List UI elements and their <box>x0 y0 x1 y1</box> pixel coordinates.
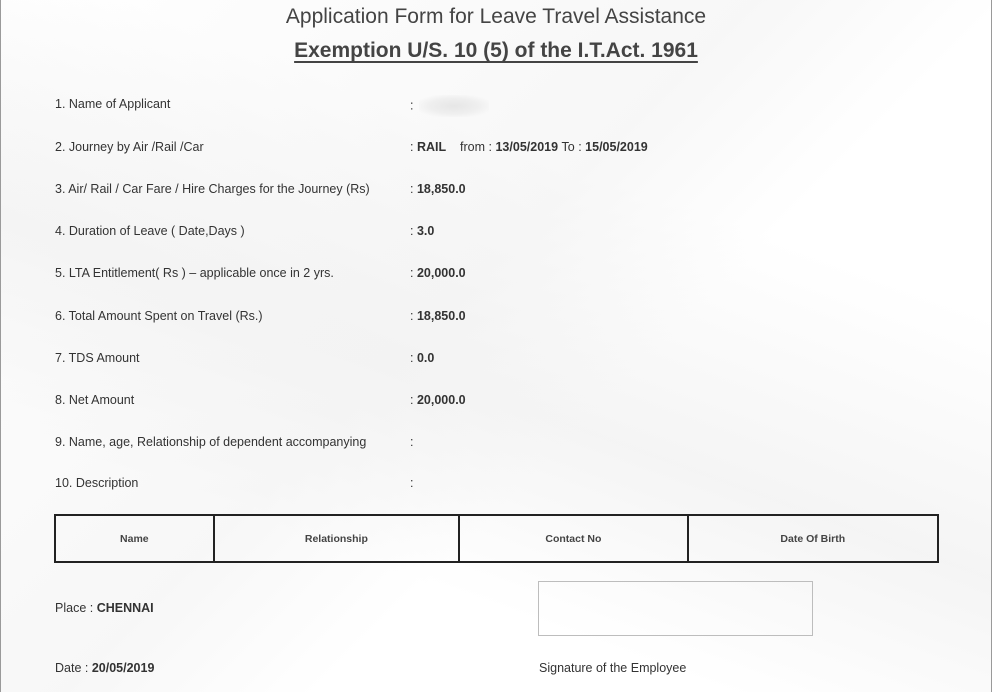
field-value: : RAIL from : 13/05/2019 To : 15/05/2019 <box>410 140 648 154</box>
field-value: : <box>410 435 414 449</box>
field-label: 5. LTA Entitlement( Rs ) – applicable once in 2 yrs. <box>55 266 334 280</box>
field-row-net-amount <box>55 391 935 409</box>
field-label: 3. Air/ Rail / Car Fare / Hire Charges for the Journey (Rs) <box>55 182 370 196</box>
form-title: Application Form for Leave Travel Assistance <box>285 5 707 28</box>
signature-box <box>538 581 813 636</box>
field-value: : <box>410 95 489 117</box>
form-subtitle: Exemption U/S. 10 (5) of the I.T.Act. 1961 <box>294 39 698 62</box>
field-label: 1. Name of Applicant <box>55 97 171 111</box>
field-row-journey <box>55 138 935 156</box>
field-row-fare <box>55 180 935 198</box>
column-header-contact-no: Contact No <box>459 515 687 562</box>
field-value: : <box>410 476 414 490</box>
field-label: 2. Journey by Air /Rail /Car <box>55 140 204 154</box>
dependents-table <box>54 514 939 563</box>
field-value: : 18,850.0 <box>410 309 466 323</box>
place-line: Place : CHENNAI <box>55 601 154 615</box>
field-row-leave-duration <box>55 222 935 240</box>
field-row-applicant-name <box>55 95 935 113</box>
column-header-date-of-birth: Date Of Birth <box>688 515 938 562</box>
field-value: : 20,000.0 <box>410 393 466 407</box>
redacted-name <box>419 95 489 117</box>
field-label: 6. Total Amount Spent on Travel (Rs.) <box>55 309 263 323</box>
field-label: 8. Net Amount <box>55 393 135 407</box>
column-header-relationship: Relationship <box>214 515 459 562</box>
field-row-description <box>55 474 935 492</box>
field-value: : 20,000.0 <box>410 266 466 280</box>
place-value: CHENNAI <box>96 601 154 615</box>
field-label: 9. Name, age, Relationship of dependent accompanying <box>55 435 367 449</box>
date-value: 20/05/2019 <box>91 661 155 675</box>
field-value: : 0.0 <box>410 351 435 365</box>
field-value: : 3.0 <box>410 224 435 238</box>
journey-from-date: 13/05/2019 <box>495 140 559 154</box>
field-row-total-spent <box>55 307 935 325</box>
field-value: : 18,850.0 <box>410 182 466 196</box>
field-row-tds-amount <box>55 349 935 367</box>
journey-to-date: 15/05/2019 <box>585 140 648 154</box>
journey-mode: RAIL <box>416 140 447 154</box>
field-row-lta-entitlement <box>55 264 935 282</box>
column-header-name: Name <box>55 515 214 562</box>
date-line: Date : 20/05/2019 <box>55 661 155 675</box>
table-header-row <box>55 515 938 562</box>
field-label: 10. Description <box>55 476 139 490</box>
field-label: 4. Duration of Leave ( Date,Days ) <box>55 224 245 238</box>
field-row-dependents <box>55 433 935 451</box>
field-label: 7. TDS Amount <box>55 351 140 365</box>
signature-label: Signature of the Employee <box>539 661 687 675</box>
